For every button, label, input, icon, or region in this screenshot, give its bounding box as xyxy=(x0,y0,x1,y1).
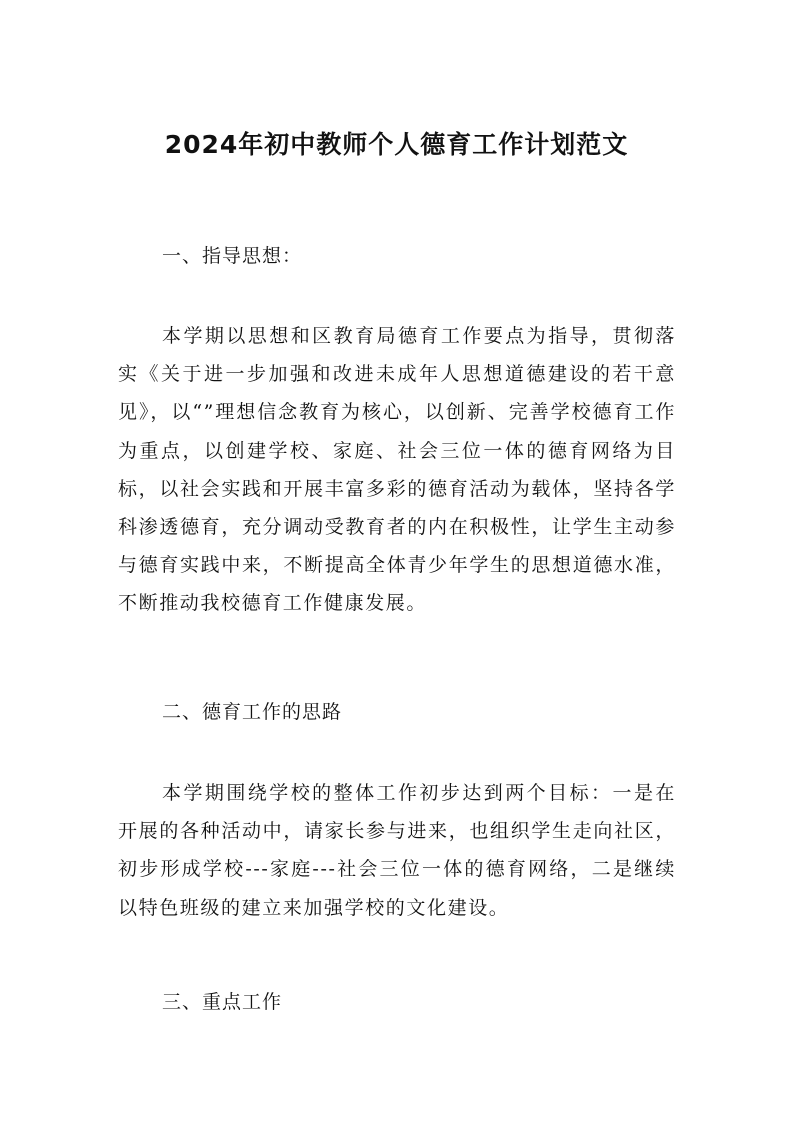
section-heading-approach: 二、德育工作的思路 xyxy=(162,701,343,723)
section-heading-guiding-thought: 一、指导思想： xyxy=(162,245,303,267)
section-heading-key-work: 三、重点工作 xyxy=(162,991,283,1013)
paragraph-text-before-blank: 本学期以思想和区教育局德育工作要点为指导，贯彻落实《关于进一步加强和改进未成年人思想道德建设的若干意见》，以“ xyxy=(118,325,676,424)
paragraph-text-after-blank: ”理想信念教育为核心，以创新、完善学校德育工作为重点，以创建学校、家庭、社会三位一体的德育网络为目标，以社会实践和开展丰富多彩的德育活动为载体，坚持各学科渗透德育，充分调动受教育者的内在积极性，让学生主动参与德育实践中来，不断提高全体青少年学生的思想道德水准，不断推动我校德育工作健康发展。 xyxy=(118,401,676,615)
document-title: 2024年初中教师个人德育工作计划范文 xyxy=(164,130,629,159)
paragraph-guiding-thought xyxy=(118,317,676,623)
paragraph-approach: 本学期围绕学校的整体工作初步达到两个目标：一是在开展的各种活动中，请家长参与进来，也组织学生走向社区，初步形成学校---家庭---社会三位一体的德育网络，二是继续以特色班级的建立来加强学校的文化建设。 xyxy=(118,782,676,919)
